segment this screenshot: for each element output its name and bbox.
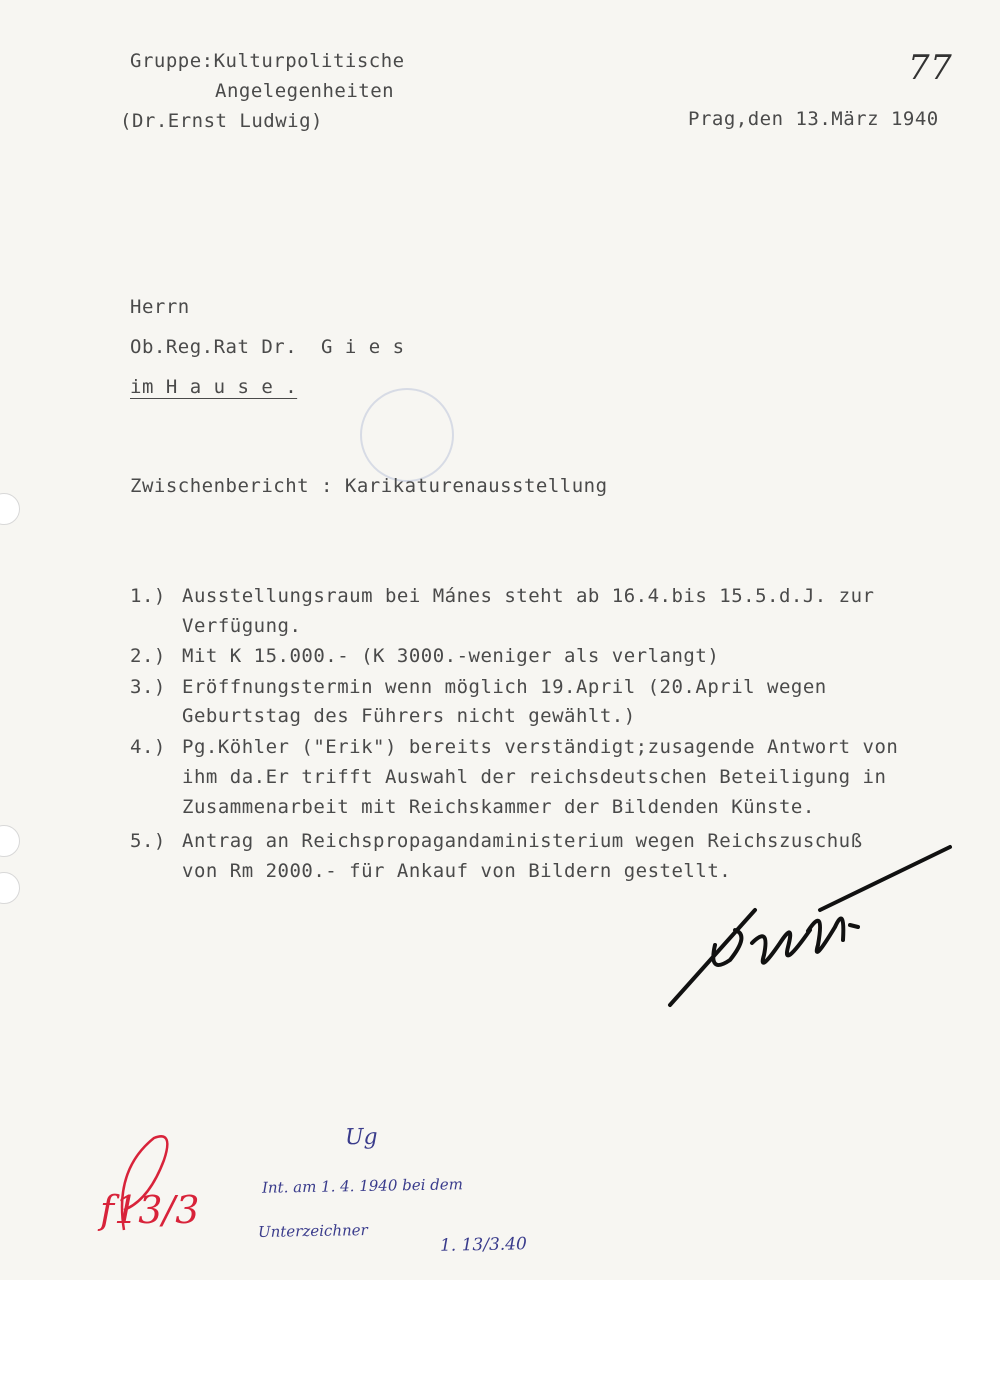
item-line: Zusammenarbeit mit Reichskammer der Bildenden Künste. [182,796,815,818]
red-paraph-mark: f13/3 [100,1188,200,1232]
recipient-location: im H a u s e . [130,376,298,398]
punch-hole [0,872,20,904]
punch-hole [0,493,20,525]
recipient-salutation: Herrn [130,296,190,318]
item-line: Verfügung. [182,615,302,637]
faint-stamp [360,388,454,482]
subject-line: Zwischenbericht : Karikaturenausstellung [130,475,608,497]
blue-note-line2: Unterzeichner [257,1221,368,1241]
item-number: 2.) [130,645,166,667]
recipient-name: Ob.Reg.Rat Dr. G i e s [130,336,405,358]
item-line: ihm da.Er trifft Auswahl der reichsdeutschen Beteiligung in [182,766,887,788]
item-line: Eröffnungstermin wenn möglich 19.April (20.April wegen [182,676,827,698]
place-date: Prag,den 13.März 1940 [688,108,939,130]
handwritten-signature [660,835,960,1015]
blue-initial-mark: Ug [344,1124,378,1151]
red-paraph-stroke [104,1130,194,1240]
item-line: Geburtstag des Führers nicht gewählt.) [182,705,636,727]
blue-note-date: 1. 13/3.40 [439,1234,528,1256]
sender-group-line1: Gruppe:Kulturpolitische [130,50,405,72]
sender-group-line2: Angelegenheiten [215,80,395,102]
item-line: Antrag an Reichspropagandaministerium wegen Reichszuschuß [182,830,863,852]
item-line: von Rm 2000.- für Ankauf von Bildern gestellt. [182,860,732,882]
sender-name: (Dr.Ernst Ludwig) [120,110,323,132]
item-number: 5.) [130,830,166,852]
punch-hole [0,825,20,857]
item-line: Ausstellungsraum bei Mánes steht ab 16.4.bis 15.5.d.J. zur [182,585,875,607]
item-number: 1.) [130,585,166,607]
item-line: Mit K 15.000.- (K 3000.-weniger als verlangt) [182,645,720,667]
item-line: Pg.Köhler ("Erik") bereits verständigt;zusagende Antwort von [182,736,899,758]
item-number: 4.) [130,736,166,758]
item-number: 3.) [130,676,166,698]
blue-note-line1: Int. am 1. 4. 1940 bei dem [261,1175,464,1197]
page-number: 77 [908,48,953,88]
